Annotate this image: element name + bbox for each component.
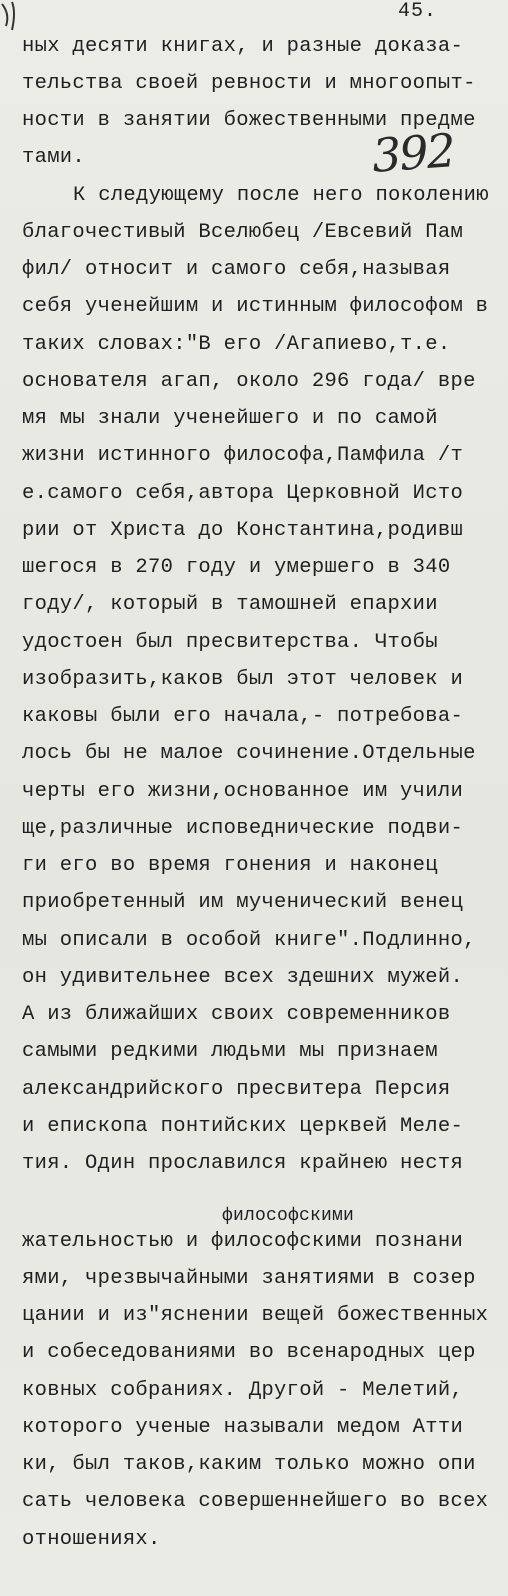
text-line: мя мы знали ученейшего и по самой [22, 407, 438, 430]
text-line: лось бы не малое сочинение.Отдельные [22, 742, 476, 765]
text-line: жизни истинного философа,Памфила /т [22, 444, 464, 467]
text-line: ги его во время гонения и наконец [22, 854, 438, 877]
text-line: А из ближайших своих современников [22, 1003, 451, 1026]
interlinear-correction: философскими [222, 1206, 355, 1226]
text-line: цании и из"яснении вещей божественных [22, 1304, 489, 1327]
text-line: ки, был таков,каким только можно опи [22, 1453, 476, 1476]
text-line: и епископа понтийских церквей Меле- [22, 1115, 464, 1138]
text-line: е.самого себя,автора Церковной Исто [22, 482, 464, 505]
text-line: себя ученейшим и истинным философом в [22, 295, 489, 318]
text-line: жательностью и философскими познани [22, 1230, 464, 1253]
text-line: рии от Христа до Константина,родивш [22, 519, 464, 542]
text-line: он удивительнее всех здешних мужей. [22, 966, 464, 989]
text-line: тельства своей ревности и многоопыт- [22, 72, 476, 95]
text-line: ности в занятии божественными предме [22, 109, 476, 132]
text-line: изобразить,каков был этот человек и [22, 668, 464, 691]
text-line: которого ученые называли медом Атти [22, 1416, 464, 1439]
page-number: 45. [398, 0, 438, 23]
text-line: и собеседованиями во всенародных цер [22, 1341, 476, 1364]
text-line: К следующему после него поколению [10, 184, 489, 207]
text-line: ще,различные исповеднические подви- [22, 817, 464, 840]
text-line: основателя агап, около 296 года/ вре [22, 370, 476, 393]
text-line: фил/ относит и самого себя,называя [22, 258, 451, 281]
text-line: ных десяти книгах, и разные доказа- [22, 35, 464, 58]
text-line: александрийского пресвитера Персия [22, 1078, 451, 1101]
text-line: тия. Один прославился крайнею нестя [22, 1152, 464, 1175]
text-line: отношениях. [22, 1528, 161, 1551]
text-line: каковы были его начала,- потребова- [22, 705, 464, 728]
text-line: ями, чрезвычайными занятиями в созер [22, 1267, 476, 1290]
text-line: черты его жизни,основанное им учили [22, 780, 464, 803]
text-line: благочестивый Вселюбец /Евсевий Пам [22, 221, 464, 244]
text-line: шегося в 270 году и умершего в 340 [22, 556, 451, 579]
text-line: таких словах:"В его /Агапиево,т.е. [22, 333, 451, 356]
text-line: приобретенный им мученический венец [22, 891, 464, 914]
text-line: ковных собраниях. Другой - Мелетий, [22, 1379, 464, 1402]
text-line: удостоен был пресвитерства. Чтобы [22, 631, 438, 654]
text-line: сать человека совершеннейшего во всех [22, 1490, 489, 1513]
text-line: самыми редкими людьми мы признаем [22, 1040, 438, 1063]
archive-folio-number: 392 [370, 123, 456, 183]
text-line: мы описали в особой книге".Подлинно, [22, 929, 476, 952]
text-line: году/, который в тамошней епархии [22, 593, 438, 616]
text-line: тами. [22, 146, 86, 169]
